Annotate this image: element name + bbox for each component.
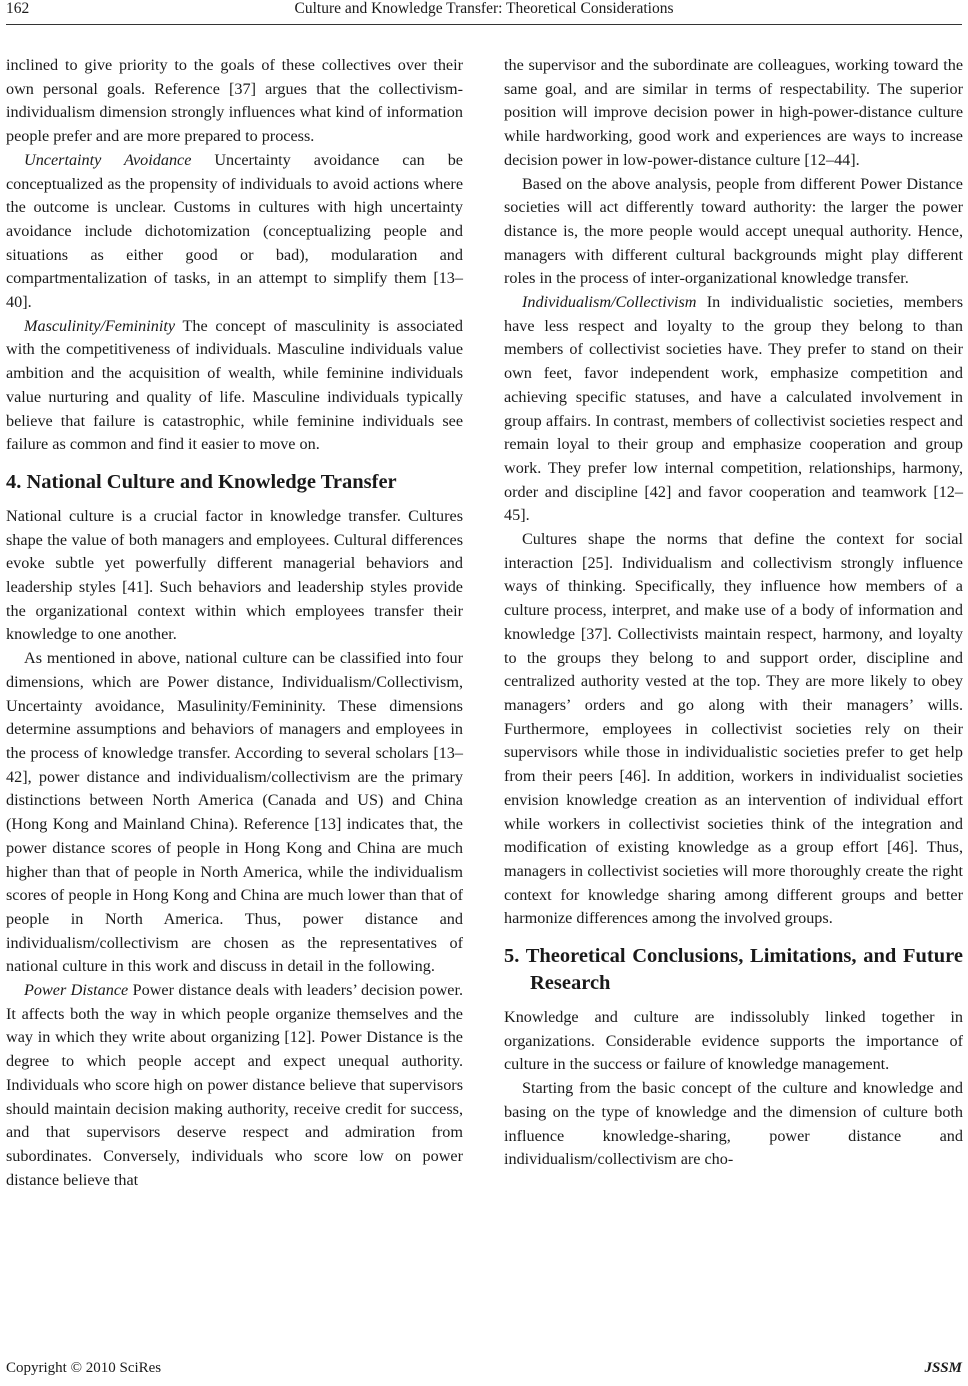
paragraph: Based on the above analysis, people from different Power Distance societies will act differently toward authority: the larger the power distance is, the more people would accept unequal authority. Hence, managers with different cultural backgrounds might play different roles in the process of inter-organizational knowledge transfer.: [504, 174, 963, 288]
paragraph: Starting from the basic concept of the culture and knowledge and basing on the type of knowledge and the dimension of culture both influence knowledge-sharing, power distance and individualism/collectivism are cho-: [504, 1079, 963, 1169]
page-header: [0, 0, 968, 26]
section-heading-5: 5. Theoretical Conclusions, Limitations, and Future Research: [504, 945, 963, 995]
paragraph: the supervisor and the subordinate are colleagues, working toward the same goal, and are similar in terms of respectability. The superior position will improve decision power in high-power-distance culture while hardworking, good work and experiences are ways to increase decision power in low-power-distance culture [12–44].: [504, 56, 963, 169]
paragraph: As mentioned in above, national culture can be classified into four dimensions, which are Power distance, Individualism/Collectivism, Uncertainty avoidance, Masulinity/Femininity. These dimensions determine assumptions and behaviors of managers and employees in the process of knowledge transfer. According to several scholars [13–42], power distance and individualism/collectivism are the primary distinctions between North America (Canada and US) and China (Hong Kong and Mainland China). Reference [13] indicates that, the power distance scores of people in Hong Kong and China are much higher than that of people in North America, while the individualism scores of people in Hong Kong and China are much lower than that of people in North America. Thus, power distance and individualism/collectivism are chosen as the representatives of national culture in this work and discuss in detail in the following.: [6, 649, 463, 976]
paragraph: [6, 979, 463, 1192]
journal-abbreviation: JSSM: [924, 1360, 962, 1376]
runin-heading-individualism-collectivism: Individualism/Collectivism: [522, 293, 697, 312]
paragraph: [6, 149, 463, 315]
runin-heading-power-distance: Power Distance: [24, 981, 129, 1000]
paragraph-text: In individualistic societies, members have less respect and loyalty to the group they belong to than members of collectivist societies have. They prefer to stand on their own feet, favor independent work, emphasize competition and achieving specific statuses, and have a calculated involvement in group affairs. In contrast, members of collectivist societies respect and remain loyal to their group and emphasize cooperation and group work. They prefer low internal competition, relationships, harmony, order and discipline [42] and favor cooperation and teamwork [12–45].: [504, 293, 963, 525]
header-rule: [6, 24, 962, 25]
section-heading-4: 4. National Culture and Knowledge Transfer: [6, 470, 397, 493]
right-column: [504, 54, 963, 1172]
paragraph: inclined to give priority to the goals of these collectives over their own personal goals. Reference [37] argues that the collectivism-individualism dimension strongly influences what kind of information people prefer and are more prepared to process.: [6, 56, 463, 146]
running-title: Culture and Knowledge Transfer: Theoretical Considerations: [294, 0, 674, 17]
paragraph: [6, 315, 463, 457]
paragraph: [504, 291, 963, 528]
paragraph-text: Uncertainty avoidance can be conceptualized as the propensity of individuals to avoid actions where the outcome is unclear. Customs in cultures with high uncertainty avoidance include dichotomization (conceptualizing people and situations as either good or bad), modularation and compartmentalization of tasks, in an attempt to simplify them [13–40].: [6, 150, 463, 312]
paragraph: Cultures shape the norms that define the context for social interaction [25]. Individualism and collectivism strongly influence ways of thinking. Specifically, they influence how members of a culture process, interpret, and make use of a body of information and knowledge [37]. Collectivists maintain respect, harmony, and loyalty to the groups they belong to and support order, discipline and centralized authority vested at the top. They are more likely to obey managers’ orders and go along with their managers’ wills. Furthermore, employees in collectivist societies rely on their supervisors while those in individualistic societies prefer to get help from their peers [46]. In addition, workers in individualist societies envision knowledge creation as an intervention of individual effort while workers in collectivist societies think of the integration and modification of existing knowledge as a group effort [46]. Thus, managers in collectivist societies will more thoroughly create the right context for knowledge sharing among different groups and better harmonize differences among the involved groups.: [504, 530, 963, 928]
runin-heading-masculinity-femininity: Masculinity/Femininity: [24, 316, 176, 335]
paragraph-text: The concept of masculinity is associated with the competitiveness of individuals. Masculine individuals value ambition and the acquisition of wealth, while feminine individuals value nurturing and quality of life. Masculine individuals typically believe that failure is catastrophic, while feminine individuals see failure as common and find it easier to move on.: [6, 316, 463, 454]
left-column: [6, 54, 463, 1192]
paragraph: Knowledge and culture are indissolubly linked together in organizations. Considerable evidence supports the importance of culture in the success or failure of knowledge management.: [504, 1008, 963, 1074]
paragraph-text: Power distance deals with leaders’ decision power. It affects both the way in which people organize themselves and the way in which they write about organizing [12]. Power Distance is the degree to which people accept and expect unequal authority. Individuals who score high on power distance believe that supervisors should maintain decision making authority, receive credit for success, and that supervisors deserve respect and admiration from subordinates. Conversely, individuals who score low on power distance believe that: [6, 981, 463, 1189]
page-number: 162: [6, 0, 30, 17]
paragraph: National culture is a crucial factor in knowledge transfer. Cultures shape the value of both managers and employees. Cultural differences evoke subtle yet powerfully different managerial behaviors and leadership styles [41]. Such behaviors and leadership styles provide the organizational context within which employees transfer their knowledge to one another.: [6, 506, 463, 644]
runin-heading-uncertainty-avoidance: Uncertainty Avoidance: [24, 150, 192, 169]
copyright-notice: Copyright © 2010 SciRes: [6, 1360, 162, 1376]
